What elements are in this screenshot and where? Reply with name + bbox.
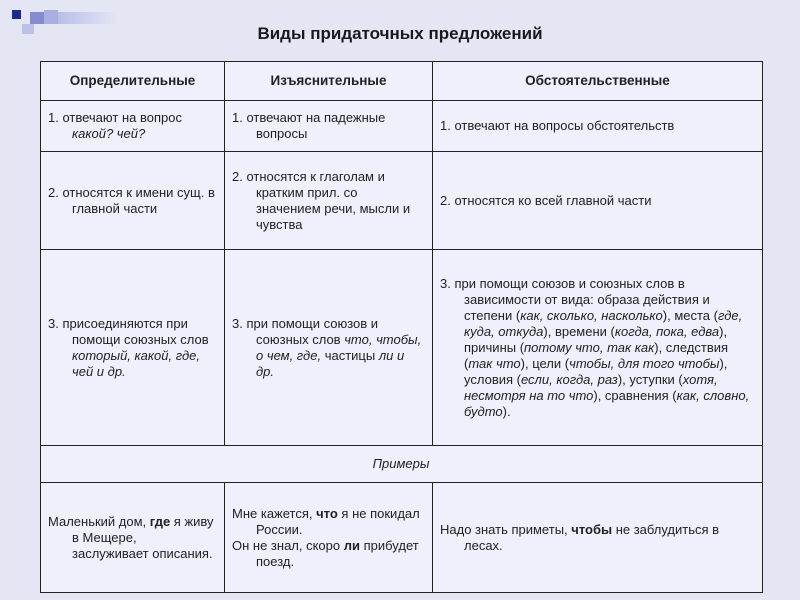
table-cell: 3. присоединяются при помощи союзных слов который, какой, где, чей и др. — [41, 250, 225, 446]
column-header: Определительные — [41, 62, 225, 101]
table-cell: Надо знать приметы, чтобы не заблудиться в лесах. — [433, 483, 763, 593]
table-row — [41, 483, 763, 593]
deco-square — [12, 10, 21, 19]
circumstance-conjunctions — [440, 276, 754, 420]
text-run: если, когда, раз — [520, 371, 618, 387]
clause-types-table — [40, 61, 763, 593]
deco-square — [44, 10, 58, 24]
text-run: хотя, несмотря на то что — [464, 371, 718, 403]
text-run: как, сколько, насколько — [520, 307, 663, 323]
text-run: где, куда, откуда — [464, 307, 743, 339]
text-run: ), сравнения ( — [593, 387, 677, 403]
text-run: так что — [468, 355, 521, 371]
examples-label: Примеры — [41, 446, 763, 483]
text-run: ), времени ( — [543, 323, 615, 339]
deco-square — [58, 12, 118, 24]
table-row — [41, 152, 763, 250]
text-run: когда, пока, едва — [614, 323, 720, 339]
text-run: ), условия ( — [464, 355, 728, 387]
table-cell: 2. относятся к глаголам и кратким прил. со значением речи, мысли и чувства — [225, 152, 433, 250]
text-run: ). — [502, 403, 511, 419]
table-cell: 2. относятся к имени сущ. в главной части — [41, 152, 225, 250]
page-title: Виды придаточных предложений — [257, 24, 543, 43]
table-cell: 1. отвечают на падежные вопросы — [225, 101, 433, 152]
table-row — [41, 250, 763, 446]
table-header-row — [41, 62, 763, 101]
column-header: Изъяснительные — [225, 62, 433, 101]
text-run: ), следствия ( — [464, 339, 729, 371]
text-run: как, словно, будто — [464, 387, 750, 419]
column-header: Обстоятельственные — [433, 62, 763, 101]
table-cell: 2. относятся ко всей главной части — [433, 152, 763, 250]
text-run: потому что, так как — [524, 339, 655, 355]
deco-square — [30, 12, 44, 24]
table-cell — [433, 250, 763, 446]
examples-header-row — [41, 446, 763, 483]
text-run: ), причины ( — [464, 323, 728, 355]
table-cell: 3. при помощи союзов и союзных слов что, чтобы, о чем, где, частицы ли и др. — [225, 250, 433, 446]
text-run: 3. при помощи союзов и союзных слов в зависимости от вида: образа действия и степени ( — [440, 275, 710, 323]
table-cell: 1. отвечают на вопросы обстоятельств — [433, 101, 763, 152]
text-run: чтобы, для того чтобы — [569, 355, 720, 371]
table-cell: Маленький дом, где я живу в Мещере, заслуживает описания. — [41, 483, 225, 593]
text-run: ), места ( — [662, 307, 718, 323]
table-cell: Мне кажется, что я не покидал России. Он не знал, скоро ли прибудет поезд. — [225, 483, 433, 593]
table-row — [41, 101, 763, 152]
text-run: ), уступки ( — [617, 371, 683, 387]
text-run: ), цели ( — [520, 355, 570, 371]
table-cell: 1. отвечают на вопрос какой? чей? — [41, 101, 225, 152]
